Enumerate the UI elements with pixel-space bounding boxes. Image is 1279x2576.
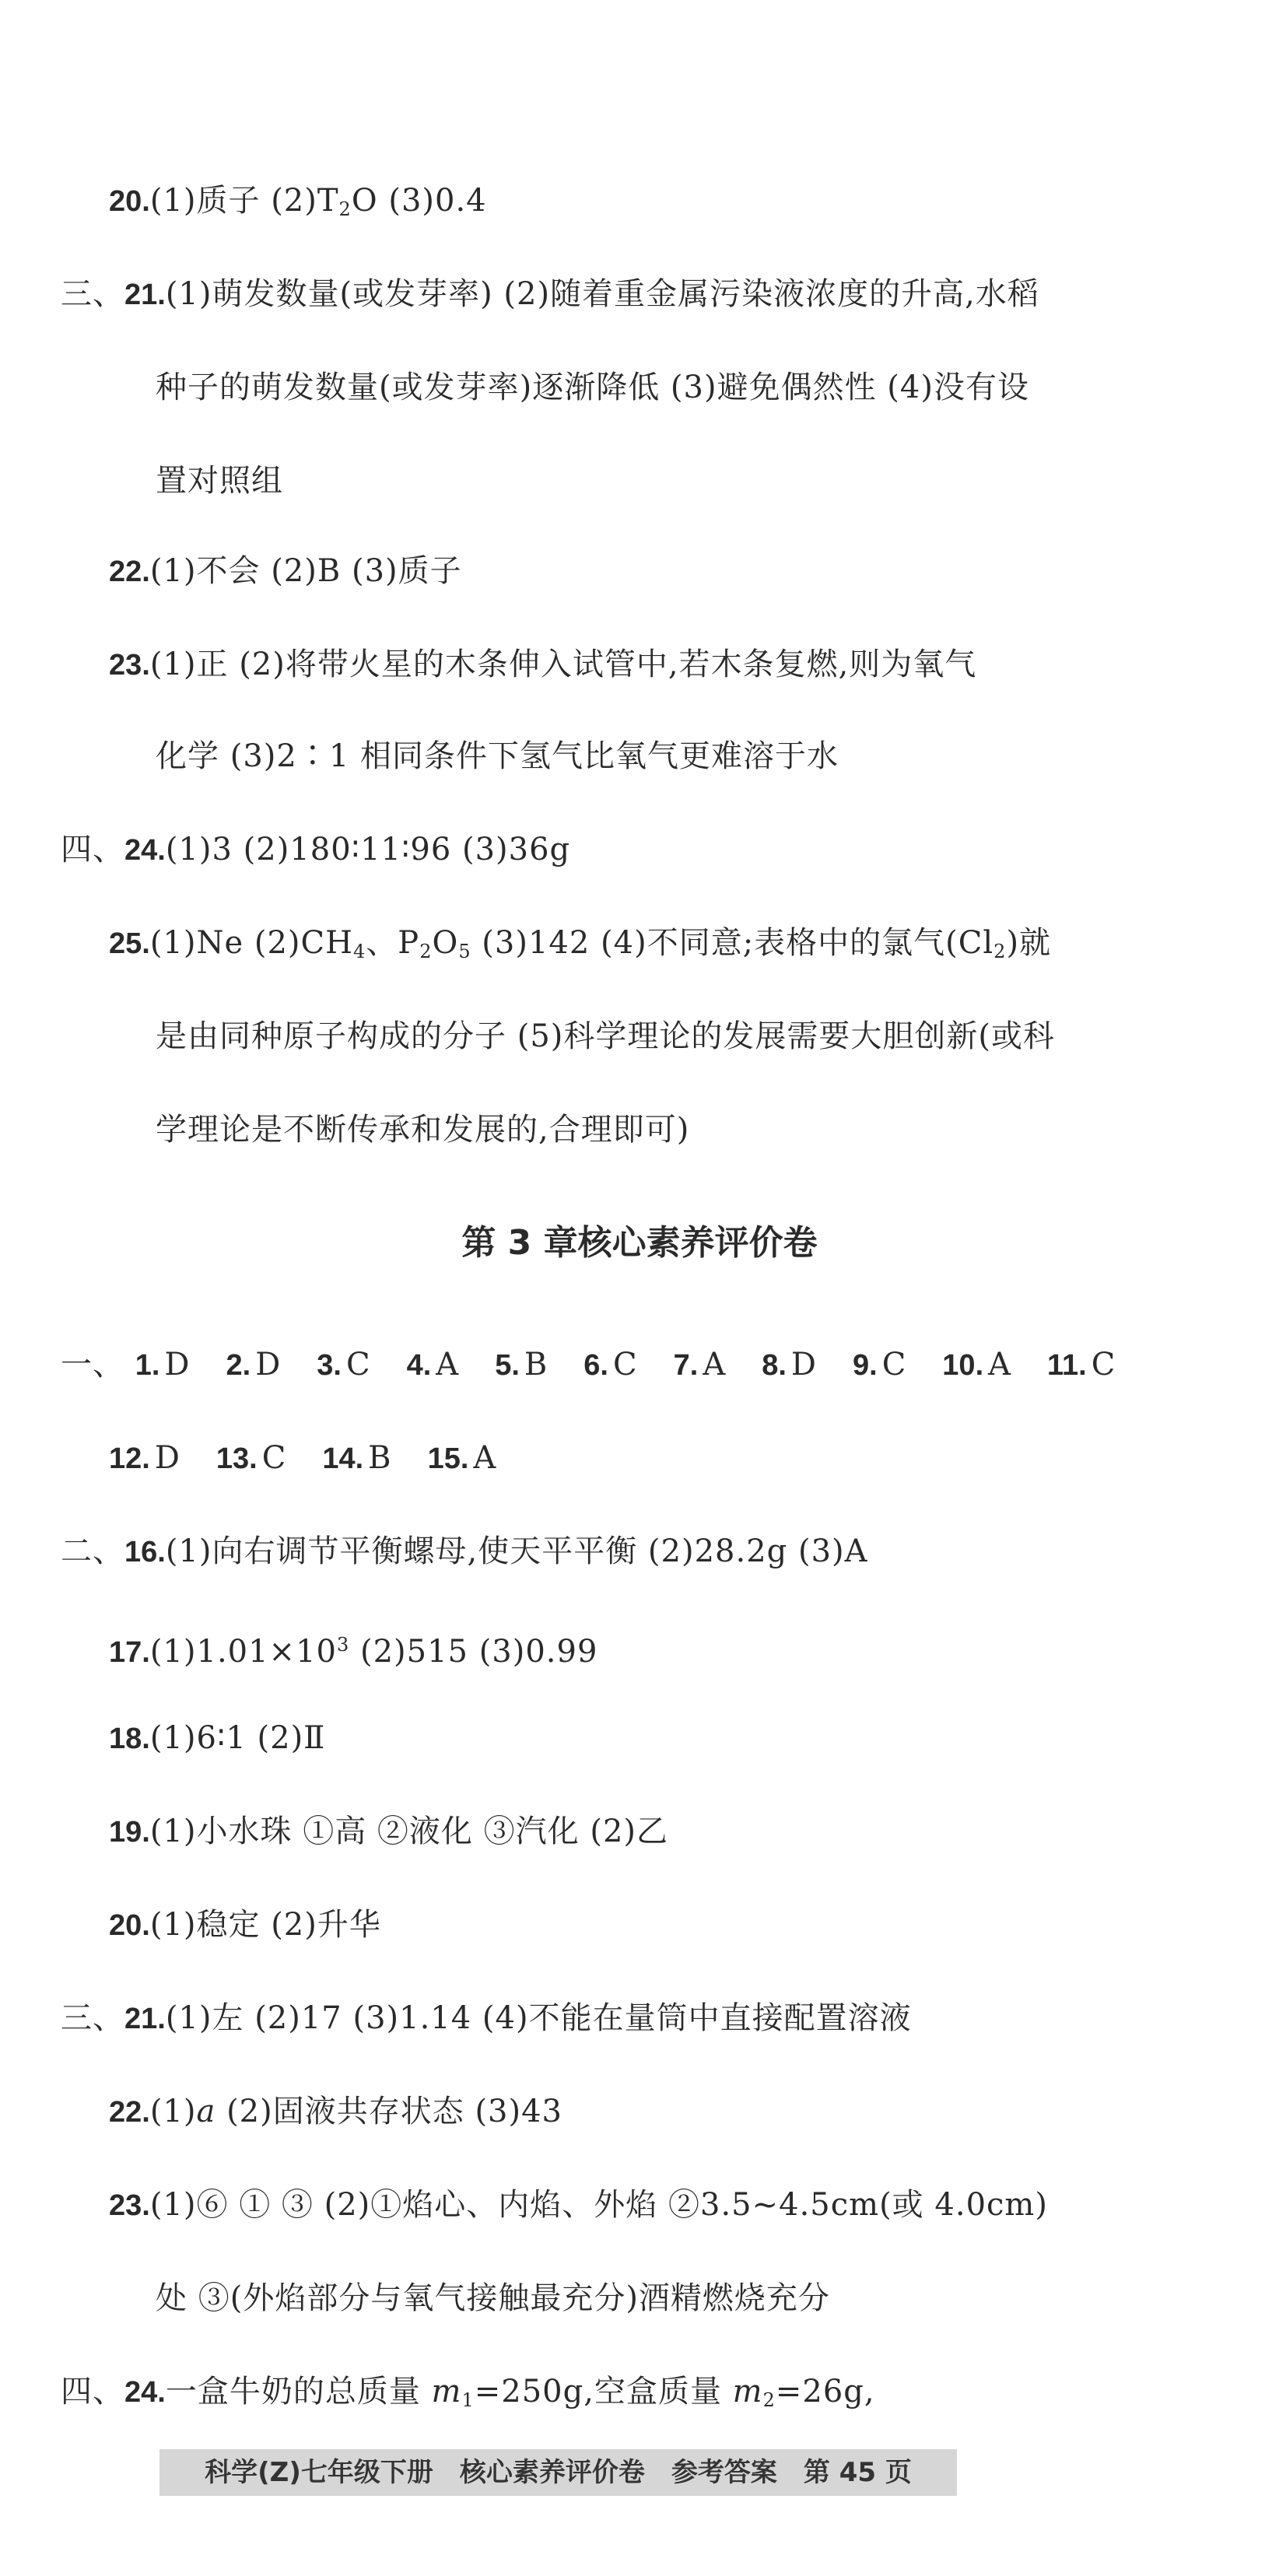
answer-q25-line1: 25.(1)Ne $(2)CH_4$、$P_2O_5$ (3)142 (4)不同意;表格中的氯气$(Cl_2)$就 bbox=[109, 925, 1052, 962]
section-label: 二、 bbox=[61, 1533, 124, 1568]
ch3-answer-q23-line2: 处 ③(外焰部分与氧气接触最充分)酒精燃烧充分 bbox=[156, 2280, 830, 2316]
question-number: 19. bbox=[109, 1816, 150, 1849]
answer-text: (1)质子 (2)T bbox=[149, 183, 339, 219]
answer-q24: 四、24.(1)3 (2)180∶11∶96 (3)36g bbox=[61, 832, 571, 867]
question-number: 23. bbox=[109, 649, 150, 682]
choice-answer: A bbox=[473, 1440, 497, 1476]
choice-answer: B bbox=[524, 1347, 548, 1383]
mc-answer-item bbox=[428, 1436, 497, 1481]
question-number: 1. bbox=[135, 1349, 160, 1382]
ch3-answer-q19: 19.(1)小水珠 ①高 ②液化 ③汽化 (2)乙 bbox=[109, 1814, 669, 1849]
question-number: 16. bbox=[124, 1536, 166, 1568]
mc-answer-item bbox=[407, 1343, 460, 1387]
question-number: 3. bbox=[317, 1349, 342, 1382]
question-number: 12. bbox=[109, 1442, 150, 1475]
mc-answer-item bbox=[495, 1343, 548, 1387]
mc-answer-item bbox=[583, 1343, 637, 1387]
choice-answer: C bbox=[881, 1347, 907, 1383]
question-number: 24. bbox=[124, 834, 166, 867]
ch3-answer-q22: 22.(1)a (2)固液共存状态 (3)43 bbox=[109, 2094, 563, 2129]
choice-answer: A bbox=[703, 1347, 727, 1383]
choice-answer: D bbox=[164, 1347, 191, 1383]
mc-answer-item bbox=[322, 1436, 391, 1481]
section-label: 四、 bbox=[61, 2374, 124, 2409]
mc-answer-item bbox=[317, 1343, 370, 1387]
choice-answer: A bbox=[988, 1347, 1012, 1383]
answer-q22: 22.(1)不会 (2)B (3)质子 bbox=[109, 553, 462, 589]
choice-answer: D bbox=[255, 1347, 282, 1383]
question-number: 21. bbox=[124, 279, 166, 311]
choice-answer: D bbox=[790, 1347, 817, 1383]
question-number: 6. bbox=[583, 1349, 608, 1382]
ch3-answer-q17: $17.(1)1.01\times 10^3$ (2)515 (3)0.99 bbox=[109, 1634, 598, 1670]
answer-q21-line3: 置对照组 bbox=[156, 463, 283, 499]
question-number: 10. bbox=[942, 1349, 984, 1382]
question-number: 2. bbox=[226, 1349, 251, 1382]
answer-q23-line1: 23.(1)正 (2)将带火星的木条伸入试管中,若木条复燃,则为氧气 bbox=[109, 647, 977, 682]
question-number: 5. bbox=[495, 1349, 520, 1382]
question-number: 15. bbox=[427, 1442, 469, 1475]
ch3-answer-q20: 20.(1)稳定 (2)升华 bbox=[109, 1907, 381, 1943]
question-number: 20. bbox=[109, 185, 150, 218]
question-number: 11. bbox=[1047, 1349, 1087, 1382]
mc-answer-item bbox=[216, 1436, 286, 1481]
mc-answer-item bbox=[135, 1343, 191, 1387]
choice-answer: B bbox=[368, 1440, 392, 1476]
section-label: 一、 bbox=[61, 1347, 124, 1382]
question-number: 14. bbox=[322, 1442, 364, 1475]
ch3-answer-q16: 二、16.(1)向右调节平衡螺母,使天平平衡 (2)28.2g (3)A bbox=[61, 1533, 868, 1569]
answer-q20: 20.(1)质子 $(2)T_2O$ (3)0.4 bbox=[109, 183, 487, 220]
choice-answer: C bbox=[261, 1440, 287, 1476]
answer-q23-line2: 化学 (3)2∶1 相同条件下氢气比氧气更难溶于水 bbox=[156, 738, 839, 774]
question-number: 18. bbox=[109, 1723, 150, 1755]
question-number: 9. bbox=[852, 1349, 878, 1382]
mc-answer-item bbox=[226, 1343, 282, 1387]
mc-answer-item bbox=[109, 1436, 180, 1481]
question-number: 22. bbox=[109, 2096, 150, 2129]
question-number: 4. bbox=[406, 1349, 432, 1382]
question-number: 7. bbox=[673, 1349, 699, 1382]
section-label: 三、 bbox=[61, 276, 124, 311]
mc-answer-item bbox=[853, 1343, 906, 1387]
answer-q21-line2: 种子的萌发数量(或发芽率)逐渐降低 (3)避免偶然性 (4)没有设 bbox=[156, 370, 1029, 405]
answer-q21-line1 bbox=[61, 272, 1039, 317]
choice-answer: C bbox=[613, 1347, 638, 1383]
choice-answer: C bbox=[1091, 1347, 1116, 1383]
choice-answer: C bbox=[345, 1347, 371, 1383]
answer-q25-line3: 学理论是不断传承和发展的,合理即可) bbox=[156, 1112, 690, 1148]
mc-answer-item bbox=[762, 1343, 817, 1387]
mc-answer-item bbox=[942, 1343, 1011, 1387]
section-label: 四、 bbox=[61, 832, 124, 867]
ch3-answer-q23-line1: 23.(1)⑥ ① ③ (2)①焰心、内焰、外焰 ②3.5~4.5cm(或 4.0cm) bbox=[109, 2187, 1048, 2223]
mc-answers-row-2 bbox=[109, 1436, 532, 1481]
question-number: 17. bbox=[109, 1636, 150, 1669]
choice-answer: A bbox=[436, 1347, 460, 1383]
answer-q25-line2: 是由同种原子构成的分子 (5)科学理论的发展需要大胆创新(或科 bbox=[156, 1018, 1055, 1054]
answer-text: (1)萌发数量(或发芽率) (2)随着重金属污染液浓度的升高,水稻 bbox=[165, 276, 1039, 312]
page-footer: 科学(Z)七年级下册 核心素养评价卷 参考答案 第 45 页 bbox=[159, 2449, 957, 2496]
question-number: 13. bbox=[216, 1442, 258, 1475]
question-number: 24. bbox=[124, 2376, 166, 2409]
section-label: 三、 bbox=[61, 2000, 124, 2035]
mc-answers-row-1 bbox=[61, 1343, 1151, 1387]
ch3-answer-q18: 18.(1)6∶1 (2)Ⅱ bbox=[109, 1720, 326, 1756]
mc-answer-item bbox=[1047, 1343, 1116, 1387]
question-number: 20. bbox=[109, 1909, 150, 1942]
question-number: 22. bbox=[109, 556, 150, 588]
ch3-answer-q24: 四、24.一盒牛奶的总质量 $m_1=250g$,空盒质量 $m_2=26g$, bbox=[61, 2374, 875, 2411]
mc-answer-item bbox=[674, 1343, 727, 1387]
question-number: 23. bbox=[109, 2189, 150, 2222]
question-number: 21. bbox=[124, 2003, 166, 2035]
question-number: 25. bbox=[109, 927, 150, 960]
choice-answer: D bbox=[154, 1440, 180, 1476]
chapter-title: 第 3 章核心素养评价卷 bbox=[461, 1223, 818, 1263]
ch3-answer-q21: 三、21.(1)左 (2)17 (3)1.14 (4)不能在量筒中直接配置溶液 bbox=[61, 2000, 912, 2036]
question-number: 8. bbox=[762, 1349, 787, 1382]
